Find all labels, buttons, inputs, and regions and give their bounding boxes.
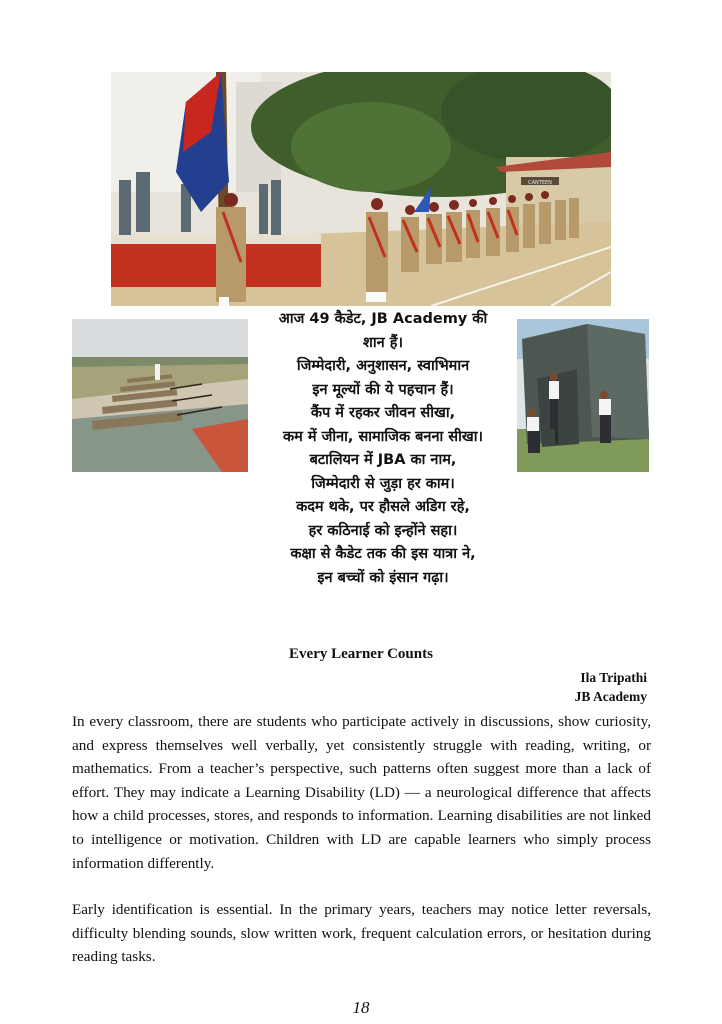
poem-line: बटालियन में JBA का नाम, bbox=[309, 452, 457, 468]
article-title: Every Learner Counts bbox=[289, 646, 433, 662]
poem-line: इन मूल्यों की ये पहचान हैं। bbox=[312, 381, 454, 398]
poem-line: आज 49 कैडेट, JB Academy की bbox=[278, 311, 488, 327]
poem-line: कक्षा से कैडेट तक की इस यात्रा ने, bbox=[290, 546, 476, 562]
poem-line: जिम्मेदारी से जुड़ा हर काम। bbox=[311, 475, 455, 492]
article-affiliation: JB Academy bbox=[574, 689, 647, 704]
article-paragraph: In every classroom, there are students who participate actively in discussions, show curiosity, and express themselves well verbally, yet consistently struggle with reading, writing, or mathematics. From a teacher’s perspective, such patterns often suggest more than a lack of effort. They may indicate a Learning Disability (LD) — a neurological difference that affects how a child processes, stores, and responds to information. Learning disabilities are not linked to intelligence or motivation. Children with LD are capable learners who simply process information differently. bbox=[72, 713, 651, 872]
poem-line: इन बच्चों को इंसान गढ़ा। bbox=[317, 569, 449, 586]
poem-line: कदम थके, पर हौसले अडिग रहे, bbox=[296, 499, 470, 515]
poem-line: जिम्मेदारी, अनुशासन, स्वाभिमान bbox=[296, 358, 470, 374]
poem-line: कम में जीना, सामाजिक बनना सीखा। bbox=[283, 428, 483, 445]
canteen-sign: CANTEEN bbox=[528, 180, 552, 186]
page-number: 18 bbox=[352, 998, 370, 1017]
shooting-range-photo bbox=[72, 319, 248, 472]
parade-photo bbox=[111, 72, 611, 306]
tent-photo bbox=[517, 319, 649, 472]
article-author: Ila Tripathi bbox=[580, 670, 647, 685]
poem-line: शान हैं। bbox=[363, 334, 403, 351]
poem-line: कैंप में रहकर जीवन सीखा, bbox=[310, 405, 456, 421]
poem-line: हर कठिनाई को इन्होंने सहा। bbox=[308, 522, 458, 539]
article-paragraph: Early identification is essential. In the primary years, teachers may notice letter reversals, difficulty blending sounds, slow written work, frequent calculation errors, or hesitation during reading tasks. bbox=[72, 901, 651, 966]
hindi-poem bbox=[258, 308, 508, 590]
